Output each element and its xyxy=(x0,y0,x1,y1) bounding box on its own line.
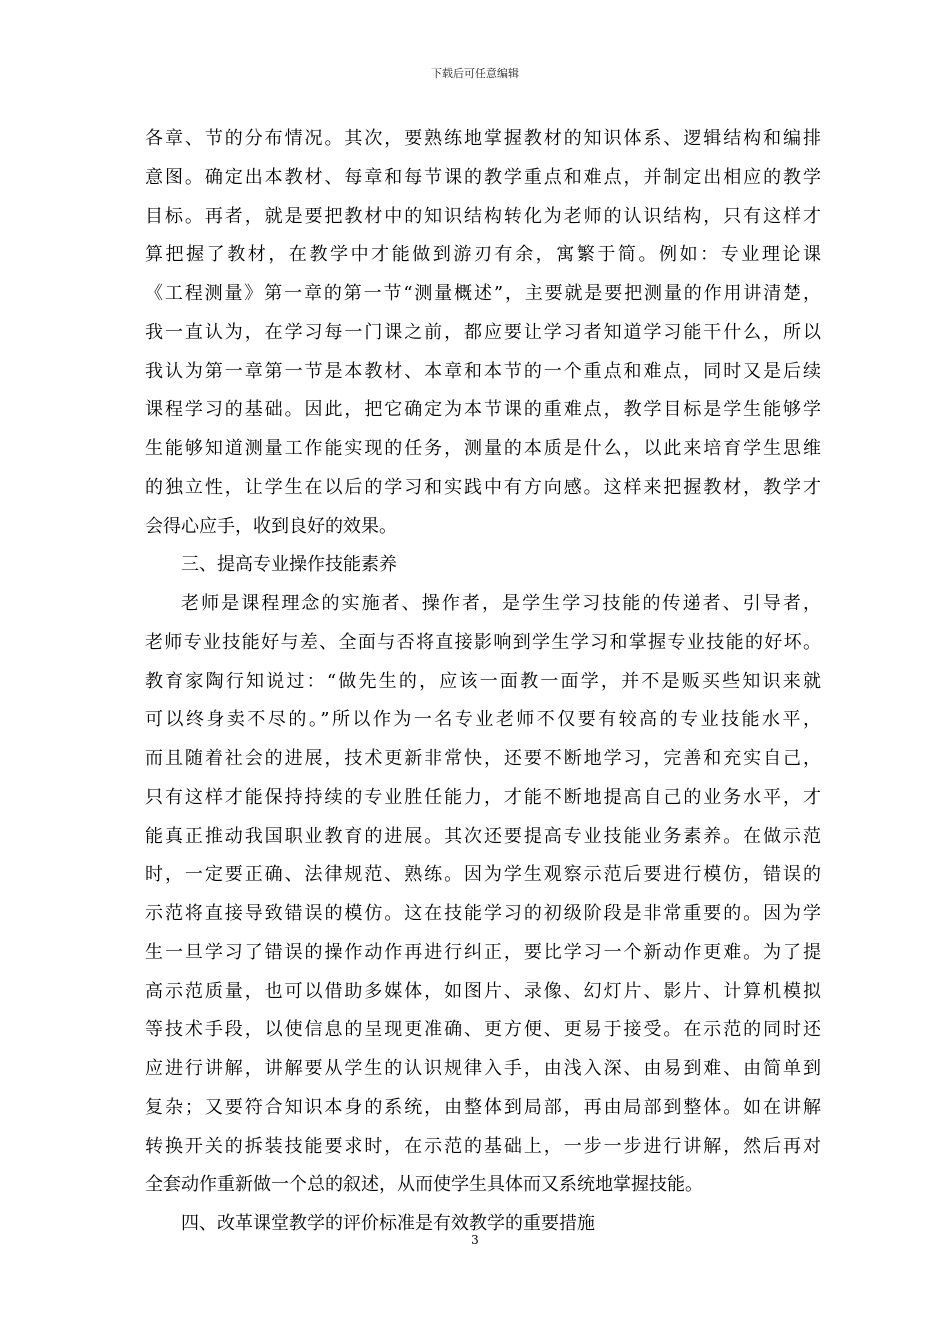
section-heading: 四、改革课堂教学的评价标准是有效教学的重要措施 xyxy=(181,1213,595,1234)
section-heading: 三、提高专业操作技能素养 xyxy=(181,554,397,576)
body-text-line: 能真正推动我国职业教育的进展。其次还要提高专业技能业务素养。在做示范 xyxy=(145,825,821,847)
body-text-line: 目标。再者，就是要把教材中的知识结构转化为老师的认识结构，只有这样才 xyxy=(145,205,821,227)
body-text-line: 生一旦学习了错误的操作动作再进行纠正，要比学习一个新动作更难。为了提 xyxy=(145,941,821,963)
body-text-line: 各章、节的分布情况。其次，要熟练地掌握教材的知识体系、逻辑结构和编排 xyxy=(145,128,821,149)
body-text-line: 会得心应手，收到良好的效果。 xyxy=(145,515,397,537)
body-text-line: 转换开关的拆装技能要求时，在示范的基础上，一步一步进行讲解，然后再对 xyxy=(145,1135,821,1157)
body-text-line: 我认为第一章第一节是本教材、本章和本节的一个重点和难点，同时又是后续 xyxy=(145,360,821,382)
body-text-line: 应进行讲解，讲解要从学生的认识规律入手，由浅入深、由易到难、由简单到 xyxy=(145,1058,821,1079)
body-text-line: 可以终身卖不尽的。”所以作为一名专业老师不仅要有较高的专业技能水平， xyxy=(145,709,821,731)
body-text-line: 课程学习的基础。因此，把它确定为本节课的重难点，教学目标是学生能够学 xyxy=(145,399,821,421)
body-text-line: 的独立性，让学生在以后的学习和实践中有方向感。这样来把握教材，教学才 xyxy=(145,476,821,498)
body-text-line: 《工程测量》第一章的第一节“测量概述”，主要就是要把测量的作用讲清楚， xyxy=(145,283,821,304)
page-header: 下载后可任意编辑 xyxy=(431,67,519,80)
body-text-line: 时，一定要正确、法律规范、熟练。因为学生观察示范后要进行模仿，错误的 xyxy=(145,864,821,886)
body-text-line: 算把握了教材，在教学中才能做到游刃有余，寓繁于简。例如：专业理论课 xyxy=(145,244,821,266)
body-text-line: 复杂；又要符合知识本身的系统，由整体到局部，再由局部到整体。如在讲解 xyxy=(145,1096,821,1118)
body-text-line: 全套动作重新做一个总的叙述，从而使学生具体而又系统地掌握技能。 xyxy=(145,1174,703,1196)
body-text-line: 生能够知道测量工作能实现的任务，测量的本质是什么，以此来培育学生思维 xyxy=(145,438,821,459)
document-body xyxy=(145,120,821,1244)
body-text-line: 我一直认为，在学习每一门课之前，都应要让学习者知道学习能干什么，所以 xyxy=(145,321,821,343)
body-text-line: 示范将直接导致错误的模仿。这在技能学习的初级阶段是非常重要的。因为学 xyxy=(145,903,821,924)
body-text-line: 教育家陶行知说过：“做先生的，应该一面教一面学，并不是贩买些知识来就 xyxy=(145,670,821,692)
body-text-line: 而且随着社会的进展，技术更新非常快，还要不断地学习，完善和充实自己， xyxy=(145,748,821,769)
page-number: 3 xyxy=(471,1233,479,1247)
body-text-line: 意图。确定出本教材、每章和每节课的教学重点和难点，并制定出相应的教学 xyxy=(145,166,821,188)
body-text-line: 老师专业技能好与差、全面与否将直接影响到学生学习和掌握专业技能的好坏。 xyxy=(145,631,821,653)
body-text-line: 只有这样才能保持持续的专业胜任能力，才能不断地提高自己的业务水平，才 xyxy=(145,786,821,808)
body-text-line: 老师是课程理念的实施者、操作者，是学生学习技能的传递者、引导者， xyxy=(181,593,821,614)
body-text-line: 高示范质量，也可以借助多媒体，如图片、录像、幻灯片、影片、计算机模拟 xyxy=(145,980,821,1002)
body-text-line: 等技术手段，以使信息的呈现更准确、更方便、更易于接受。在示范的同时还 xyxy=(145,1019,821,1041)
